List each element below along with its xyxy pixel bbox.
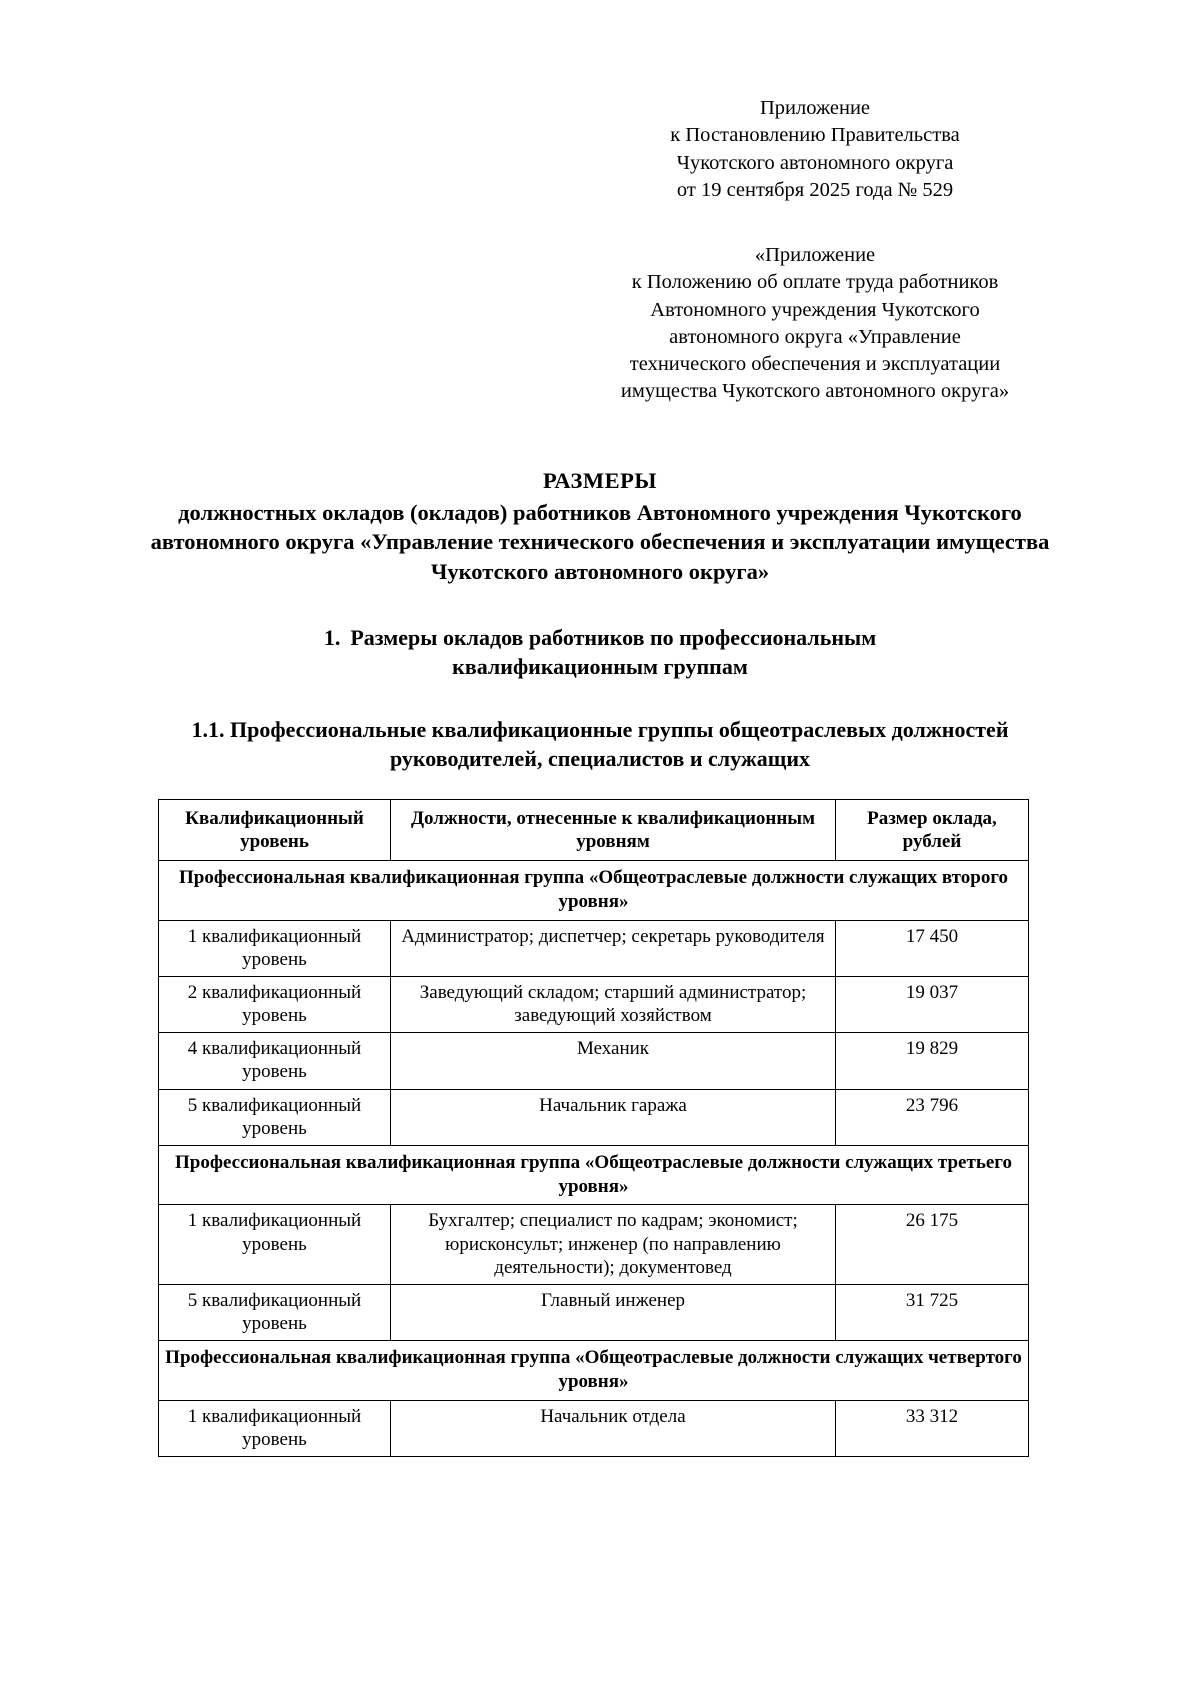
appendix-line: к Постановлению Правительства <box>670 124 960 147</box>
column-header-level: Квалификационный уровень <box>159 799 391 860</box>
cell-positions: Механик <box>391 1033 836 1089</box>
source-line: «Приложение <box>754 244 876 266</box>
table-row <box>159 1400 1029 1456</box>
table-group-row <box>159 861 1029 921</box>
cell-level: 5 квалификационный уровень <box>159 1284 391 1340</box>
source-document-reference <box>585 242 1045 406</box>
table-group-row <box>159 1145 1029 1205</box>
source-line: технического обеспечения и эксплуатации <box>629 353 1001 375</box>
cell-positions: Начальник отдела <box>391 1400 836 1456</box>
table-row <box>159 1033 1029 1089</box>
document-title-block <box>100 468 1100 587</box>
source-line: к Положению об оплате труда работников <box>631 271 999 294</box>
appendix-reference <box>600 95 1030 204</box>
cell-amount: 31 725 <box>836 1284 1029 1340</box>
cell-positions: Главный инженер <box>391 1284 836 1340</box>
source-line: автономного округа «Управление <box>669 325 961 348</box>
cell-level: 5 квалификационный уровень <box>159 1089 391 1145</box>
cell-amount: 19 829 <box>836 1033 1029 1089</box>
appendix-line: Чукотского автономного округа <box>676 151 954 174</box>
group-title: Профессиональная квалификационная группа «Общеотраслевые должности служащих второго уровня» <box>159 861 1029 921</box>
salary-table <box>158 799 1029 1457</box>
page-subtitle: должностных окладов (окладов) работников Автономного учреждения Чукотского автономного округа «Управление технического обеспечения и эксплуатации имущества Чукотского автономного округа» <box>150 499 1050 584</box>
cell-level: 4 квалификационный уровень <box>159 1033 391 1089</box>
table-row <box>159 920 1029 976</box>
cell-amount: 23 796 <box>836 1089 1029 1145</box>
source-line: имущества Чукотского автономного округа» <box>620 380 1010 403</box>
table-row <box>159 976 1029 1032</box>
table-row <box>159 1205 1029 1285</box>
section-text: Размеры окладов работников по профессиональным квалификационным группам <box>350 624 877 679</box>
cell-positions: Начальник гаража <box>391 1089 836 1145</box>
section-number: 1. <box>323 624 341 650</box>
cell-level: 2 квалификационный уровень <box>159 976 391 1032</box>
cell-amount: 17 450 <box>836 920 1029 976</box>
table-group-row <box>159 1341 1029 1401</box>
cell-amount: 26 175 <box>836 1205 1029 1285</box>
table-header-row <box>159 799 1029 860</box>
source-line: Автономного учреждения Чукотского <box>650 298 980 321</box>
cell-positions: Заведующий складом; старший администратор; заведующий хозяйством <box>391 976 836 1032</box>
cell-level: 1 квалификационный уровень <box>159 1400 391 1456</box>
appendix-line: от 19 сентября 2025 года № 529 <box>676 178 954 201</box>
column-header-positions: Должности, отнесенные к квалификационным уровням <box>391 799 836 860</box>
column-header-amount: Размер оклада, рублей <box>836 799 1029 860</box>
group-title: Профессиональная квалификационная группа «Общеотраслевые должности служащих третьего уровня» <box>159 1145 1029 1205</box>
page-title: РАЗМЕРЫ <box>542 467 657 493</box>
cell-level: 1 квалификационный уровень <box>159 1205 391 1285</box>
table-row <box>159 1284 1029 1340</box>
cell-level: 1 квалификационный уровень <box>159 920 391 976</box>
appendix-line: Приложение <box>759 97 871 119</box>
cell-positions: Бухгалтер; специалист по кадрам; экономист; юрисконсульт; инженер (по направлению деятельности); документовед <box>391 1205 836 1285</box>
table-row <box>159 1089 1029 1145</box>
cell-amount: 33 312 <box>836 1400 1029 1456</box>
cell-amount: 19 037 <box>836 976 1029 1032</box>
subsection-heading: 1.1. Профессиональные квалификационные группы общеотраслевых должностей руководителей, специалистов и служащих <box>191 716 1009 771</box>
cell-positions: Администратор; диспетчер; секретарь руководителя <box>391 920 836 976</box>
section-heading <box>100 623 1100 681</box>
group-title: Профессиональная квалификационная группа «Общеотраслевые должности служащих четвертого уровня» <box>159 1341 1029 1401</box>
